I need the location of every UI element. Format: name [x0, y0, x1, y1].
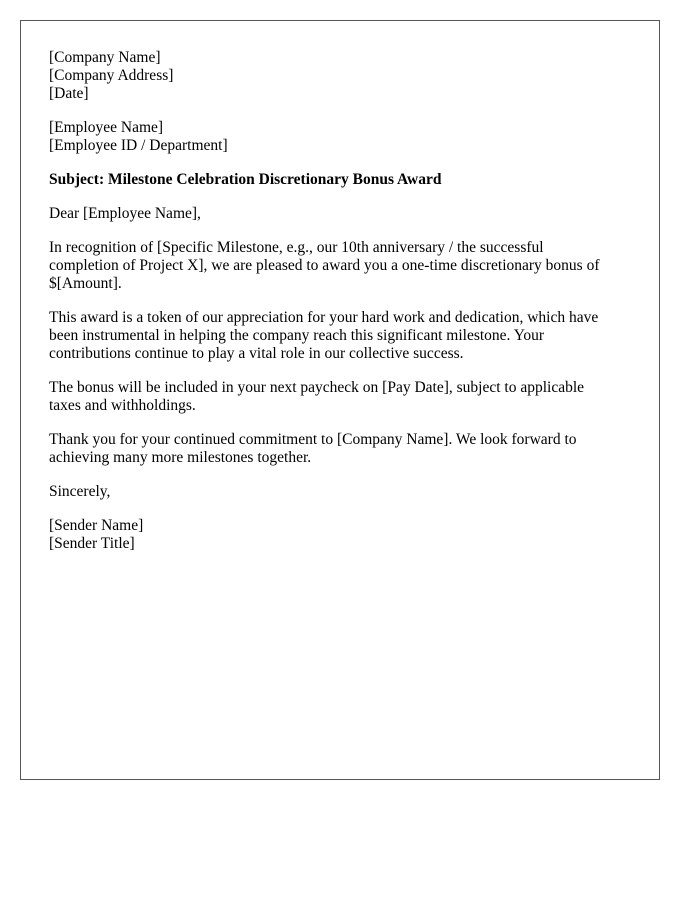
paragraph-payment — [49, 379, 634, 415]
paragraph-line: The bonus will be included in your next paycheck on [Pay Date], subject to applicable — [49, 379, 585, 396]
recipient-block — [49, 119, 634, 155]
letter-content — [49, 49, 634, 569]
letter-date: [Date] — [49, 85, 89, 102]
company-header — [49, 49, 634, 103]
paragraph-appreciation — [49, 309, 634, 363]
paragraph-line: $[Amount]. — [49, 275, 122, 292]
paragraph-milestone — [49, 239, 634, 293]
paragraph-line: Thank you for your continued commitment to [Company Name]. We look forward to — [49, 431, 577, 448]
employee-name: [Employee Name] — [49, 119, 164, 136]
paragraph-line: completion of Project X], we are pleased to award you a one-time discretionary bonus of — [49, 257, 600, 274]
letter-subject: Subject: Milestone Celebration Discretionary Bonus Award — [49, 171, 442, 188]
company-name: [Company Name] — [49, 49, 161, 66]
paragraph-thanks — [49, 431, 634, 467]
company-address: [Company Address] — [49, 67, 174, 84]
paragraph-line: contributions continue to play a vital role in our collective success. — [49, 345, 464, 362]
paragraph-line: achieving many more milestones together. — [49, 449, 312, 466]
employee-id-department: [Employee ID / Department] — [49, 137, 228, 154]
sender-name: [Sender Name] — [49, 517, 144, 534]
salutation: Dear [Employee Name], — [49, 205, 201, 222]
paragraph-line: taxes and withholdings. — [49, 397, 196, 414]
sender-title: [Sender Title] — [49, 535, 135, 552]
paragraph-line: been instrumental in helping the company reach this significant milestone. Your — [49, 327, 545, 344]
signature-block — [49, 517, 634, 553]
letter-page — [20, 20, 660, 780]
paragraph-line: In recognition of [Specific Milestone, e.g., our 10th anniversary / the successful — [49, 239, 544, 256]
closing: Sincerely, — [49, 483, 111, 500]
paragraph-line: This award is a token of our appreciation for your hard work and dedication, which have — [49, 309, 599, 326]
